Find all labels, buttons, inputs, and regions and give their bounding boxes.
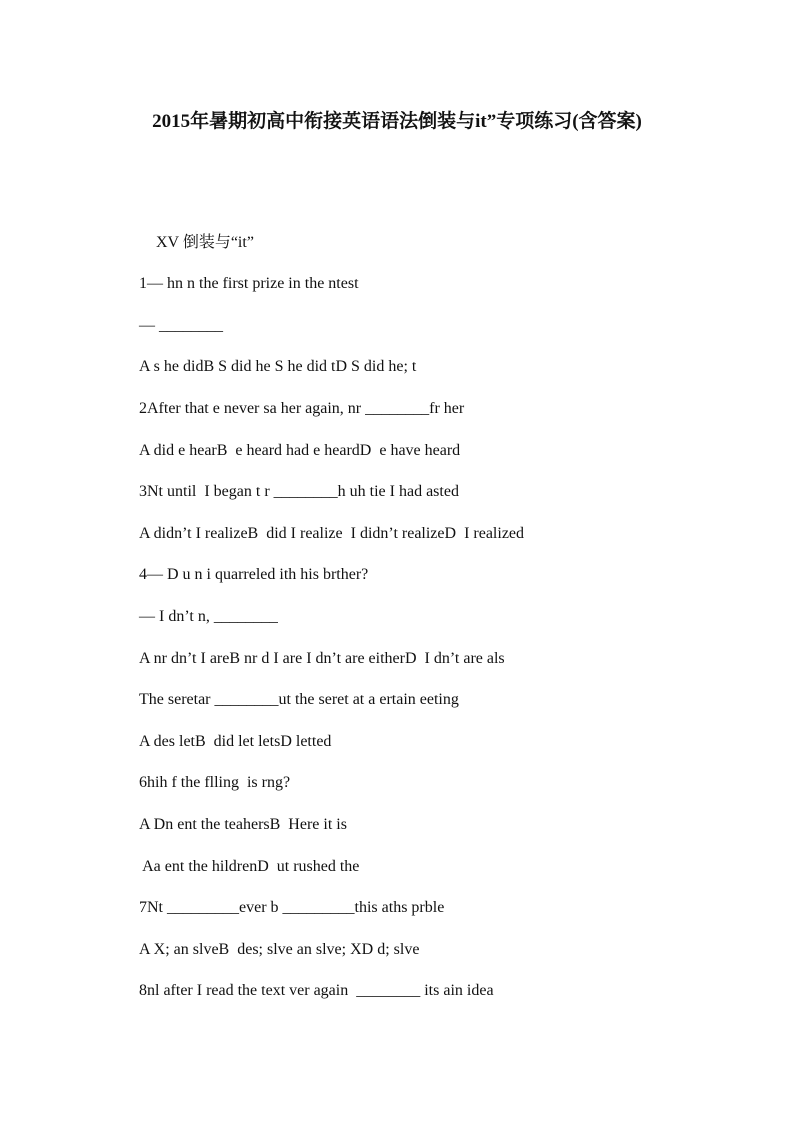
question-6-options-a-b: A Dn ent the teahersB Here it is	[139, 816, 347, 833]
question-1: 1— hn n the first prize in the ntest	[139, 275, 359, 292]
question-2: 2After that e never sa her again, nr ________fr her	[139, 400, 465, 417]
question-4-answer-blank: — I dn’t n, ________	[139, 608, 278, 625]
question-3-options: A didn’t I realizeB did I realize I didn’t realizeD I realized	[139, 525, 525, 542]
question-3: 3Nt until I began t r ________h uh tie I had asted	[139, 483, 459, 500]
question-6-options-c-d: Aa ent the hildrenD ut rushed the	[139, 858, 360, 875]
question-6: 6hih f the flling is rng?	[139, 774, 291, 791]
question-4-options: A nr dn’t I areB nr d I are I dn’t are eitherD I dn’t are als	[139, 650, 505, 667]
question-1-answer-blank: — ________	[139, 317, 223, 334]
question-7: 7Nt _________ever b _________this aths prble	[139, 899, 445, 916]
question-8: 8nl after I read the text ver again ________ its ain idea	[139, 982, 494, 999]
document-title: 2015年暑期初高中衔接英语语法倒装与it”专项练习(含答案)	[152, 111, 642, 132]
question-1-options: A s he didB S did he S he did tD S did he; t	[139, 358, 417, 375]
question-2-options: A did e hearB e heard had e heardD e have heard	[139, 442, 461, 459]
question-7-options: A X; an slveB des; slve an slve; XD d; slve	[139, 941, 420, 958]
section-heading: XV 倒装与“it”	[156, 234, 254, 251]
question-5-options: A des letB did let letsD letted	[139, 733, 332, 750]
question-5: The seretar ________ut the seret at a ertain eeting	[139, 691, 459, 708]
question-4: 4— D u n i quarreled ith his brther?	[139, 566, 369, 583]
